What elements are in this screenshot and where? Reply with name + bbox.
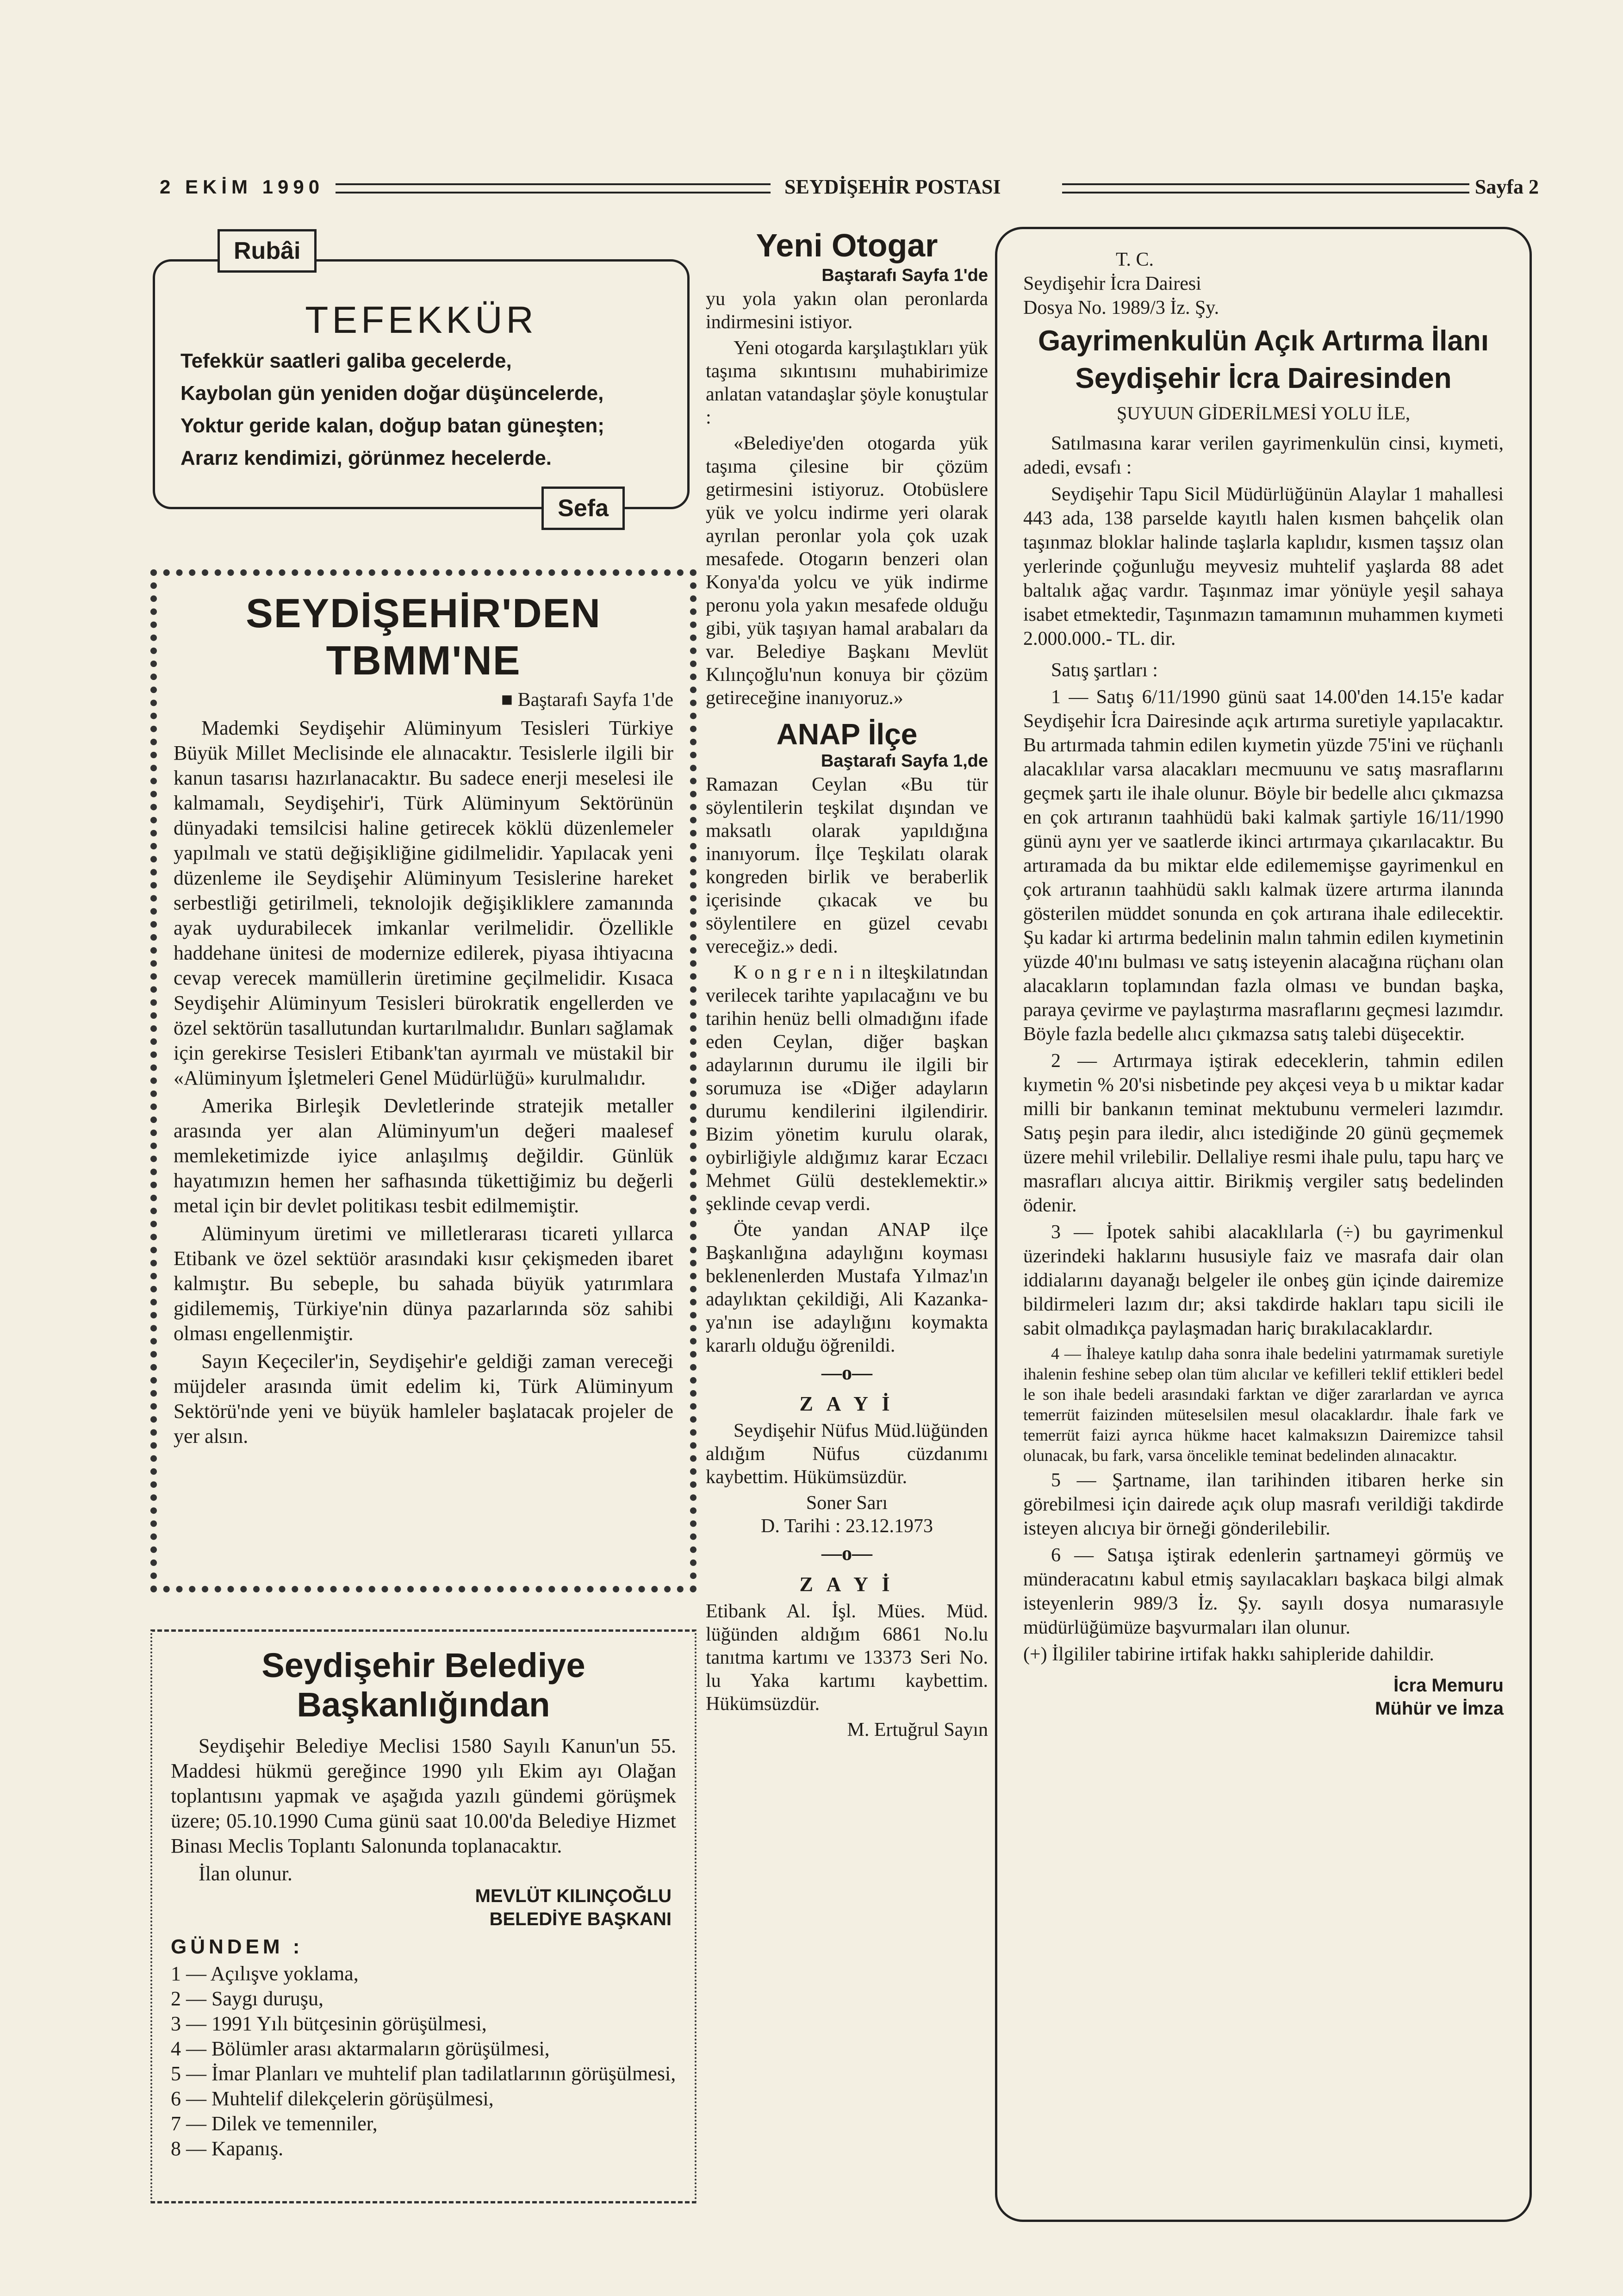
tbmm-title: SEYDİŞEHİR'DEN TBMM'NE	[246, 590, 601, 683]
anap-title: ANAP İlçe	[776, 718, 918, 751]
agenda-title: GÜNDEM :	[171, 1935, 304, 1958]
icra-title: Gayrimenkulün Açık Artırma İlanı	[1038, 325, 1489, 357]
header-rule-left	[336, 183, 771, 193]
icra-intro: Satılmasına karar verilen gayrimenkulün cinsi, kıymeti, adedi, evsafı :	[1023, 433, 1504, 478]
agenda-item: 8 — Kapanış.	[171, 2137, 284, 2160]
issue-date: 2 EKİM 1990	[160, 176, 324, 198]
rubai-box	[153, 237, 690, 522]
rubai-line: Yoktur geride kalan, doğup batan güneşten;	[180, 414, 604, 437]
belediye-closing: İlan olunur.	[199, 1862, 292, 1885]
tbmm-continued-text: Baştarafı Sayfa 1'de	[517, 689, 673, 711]
belediye-body: Seydişehir Belediye Meclisi 1580 Sayılı Kanun'un 55. Maddesi hükmü gereğince 1990 yılı Ekim ayı Olağan toplantısını yapmak ve aşağıda yazılı gündemi görüşmek üzere; 05.10.1990 Cuma günü saat 10.00'da Belediye Hizmet Binası Meclis Toplantı Salonunda toplanacaktır.	[171, 1734, 676, 1857]
tbmm-paragraph: Mademki Seydişehir Alüminyum Tesisleri Türkiye Büyük Millet Meclisinde ele alınacaktır. Tesislerle ilgili bir kanun tasarısı hazırlanacaktır. Bu sadece enerji meselesi ile kalmamalı, Seydişehir'i, Türk Alüminyum Sektörünün dünyadaki temsilcisi haline getirecek köklü düzenlemeler yapılmalı ve statü değişikliğine gidilmelidir. Yapılacak yeni düzenleme ile Seydişehir Alüminyum Tesislerine hareket serbestliği getirilmeli, teknolojik değişikliklere zamanında ayak uydurabilecek imkanlar verilmelidir. Özellikle haddehane ünitesi de modernize edilerek, piyasa ihtiyacına cevap verecek mamüllerin üretimine geçilmelidir. Kısaca Seydişehir Alüminyum Tesisleri bürokratik engellerden ve özel sektörün tasallutundan kurtarılmalıdır. Bunları sağlamak için gerekirse Tesisleri Etibank'tan ayırmalı ve müstakil bir «Alüminyum İşletmeleri Genel Müdürlüğü» kurulmalıdır.	[174, 717, 673, 1089]
page-header	[160, 171, 1539, 204]
icra-subhead: ŞUYUUN GİDERİLMESİ YOLU İLE,	[1116, 403, 1410, 424]
otogar-paragraph: Yeni otogarda karşılaştıkları yük taşıma sıkıntısını muhabirimize anlatan vatandaşlar şöyle konuştular :	[706, 337, 988, 428]
agenda-item: 2 — Saygı duruşu,	[171, 1987, 323, 2010]
icra-desc: Seydişehir Tapu Sicil Müdürlüğünün Alaylar 1 mahallesi 443 ada, 138 parselde kayıtlı halen kısmen bahçelik olan taşınmaz bloklar halinde taşlarla kaplıdır, kısmen taşsız olan yerlerinde çoğunluğu meyvesiz muhtelif yaşlarda 88 adet baltalık ağaç vardır. Taşınmaz imar yönüyle yeşil sahaya isabet etmektedir, Taşınmazın tamamının muhammen kıymeti 2.000.000.- TL. dir.	[1023, 484, 1504, 649]
otogar-title: Yeni Otogar	[756, 227, 938, 263]
otogar-continued: Baştarafı Sayfa 1'de	[821, 266, 988, 285]
zayi-title: Z A Y İ	[799, 1392, 895, 1415]
icra-subtitle: Seydişehir İcra Dairesinden	[1075, 362, 1452, 394]
anap-paragraph: Öte yandan ANAP ilçe Başkanlığına adaylığını koyması beklenenlerden Mustafa Yılmaz'ın adaylıktan çekildiği, Ali Kazanka-ya'nın ise adaylığını koymakta kararlı olduğu öğrenildi.	[706, 1219, 988, 1356]
zayi-dob: D. Tarihi : 23.12.1973	[761, 1516, 933, 1537]
rubai-line: Tefekkür saatleri galiba gecelerde,	[180, 349, 512, 372]
tbmm-paragraph: Alüminyum üretimi ve milletlerarası ticareti yıllarca Etibank ve özel sektüör arasındaki kısır çekişmeden ibaret kalmıştır. Bu sebeple, bu sahada büyük yatırımlara gidilememiş, Türkiye'nin dünya pazarlarında söz sahibi olması engellenmiştir.	[174, 1222, 673, 1345]
agenda-item: 1 — Açılışve yoklama,	[171, 1962, 359, 1985]
icra-tc: T. C.	[1116, 249, 1154, 270]
separator: —o—	[821, 1361, 872, 1384]
belediye-title: Seydişehir Belediye Başkanlığından	[261, 1646, 585, 1724]
icra-term: 1 — Satış 6/11/1990 günü saat 14.00'den 14.15'e kadar Seydişehir İcra Dairesinde açık artırma suretiyle yapılacaktır. Bu artırmada tahmin edilen kıymetin yüzde 75'ini ve rüçhanlı alacaklılar varsa alacakları mecmuunu ve satış masraflarını geçmek şartı ile ihale olunur. Böyle bir bedelle alıcı çıkmazsa en çok artıranın taahhüdü baki kalmak şartiyle 16/11/1990 günü aynı yer ve saatlerde ikinci artırmaya çıkarılacaktır. Bu artıramada da bu miktar elde edilememişse gayrimenkul en çok artıranın taahhüdü saklı kalmak üzere artırma ilanında gösterilen müddet sonunda en çok artırana ihale edilecektir. Şu kadar ki artırma bedelinin malın tahmin edilen kıymetinin yüzde 40'ını bulması ve satış isteyenin alacağına rüçhanı olan alacakların toplamından fazla olması ve bundan başka, paraya çevirme ve paylaştırma masraflarını geçmesi lazımdır. Böyle fazla bedelle alıcı çıkmazsa satış talebi düşecektir.	[1023, 686, 1504, 1045]
zayi-name: Soner Sarı	[806, 1492, 888, 1514]
belediye-signer: MEVLÜT KILINÇOĞLU	[475, 1886, 672, 1906]
rubai-line: Kaybolan gün yeniden doğar düşüncelerde,	[180, 382, 604, 405]
tbmm-continued: ■ Baştarafı Sayfa 1'de	[501, 689, 673, 711]
icra-signature	[1023, 1674, 1504, 1720]
icra-sign-2: Mühür ve İmza	[1375, 1698, 1504, 1719]
zayi-body: Seydişehir Nüfus Müd.lüğünden aldığım Nüfus cüzdanımı kaybettim. Hükümsüzdür.	[706, 1420, 988, 1488]
agenda-item: 5 — İmar Planları ve muhtelif plan tadilatlarının görüşülmesi,	[171, 2062, 676, 2085]
page-number: Sayfa 2	[1474, 175, 1539, 198]
icra-terms-title: Satış şartları :	[1051, 660, 1158, 681]
rubai-signature: Sefa	[541, 487, 625, 530]
anap-paragraph: K o n g r e n i n ilteşkilatından verilecek tarihte yapılacağını ve bu tarihin henüz belli olmadığını ifade eden Ceylan, diğer başkan adaylarının durumu ile ilgili bir sorumuza ise «Diğer adayların durumu kendilerini ilgilendirir. Bizim yönetim kurulu olarak, oybirliğiyle aldığımız karar Eczacı Mehmet Gülü desteklemektir.» şeklinde cevap verdi.	[706, 962, 988, 1215]
icra-term: 6 — Satışa iştirak edenlerin şartnameyi görmüş ve münderacatını kabul etmiş sayılacakları başkaca bilgi almak isteyenlerin 989/3 İz. Şy. sayılı dosya numarasıyle müdürlüğümüze başvurmaları ilan olunur.	[1023, 1545, 1504, 1638]
belediye-signer-title: BELEDİYE BAŞKANI	[489, 1909, 672, 1929]
zayi-name: M. Ertuğrul Sayın	[847, 1719, 988, 1741]
header-rule-right	[1062, 183, 1469, 193]
rubai-headline: TEFEKKÜR	[305, 299, 537, 341]
zayi-title: Z A Y İ	[799, 1573, 895, 1596]
anap-paragraph: Ramazan Ceylan «Bu tür söylentilerin teşkilat dışından ve maksatlı olarak yapıldığına inanıyorum. İlçe Teşkilatı olarak kongreden birlik ve beraberlik içerisinde çıkacak ve bu söylentilere en güzel cevabı vereceğiz.» dedi.	[706, 774, 988, 957]
agenda-item: 7 — Dilek ve temenniler,	[171, 2112, 378, 2135]
icra-office: Seydişehir İcra Dairesi	[1023, 273, 1201, 294]
belediye-signature	[171, 1884, 672, 1931]
agenda-item: 4 — Bölümler arası aktarmaların görüşülmesi,	[171, 2037, 550, 2060]
separator: —o—	[821, 1542, 872, 1565]
icra-term-4: 4 — İhaleye katılıp daha sonra ihale bedelini yatırmamak suretiyle ihalenin feshine sebep olan tüm alıcılar ve kefilleri teklif ettikleri bedel le son ihale bedeli arasındaki farktan ve diğer zararlardan ve ayrıca temerrüt faizinden müteselsilen mesul olacaklardır. İhale fark ve temerrüt faizi ayrıca hükme hacet kalmaksızın Dairemizce tahsil olunacak, bu fark, varsa öncelikle teminat bedelinden alınacaktır.	[1023, 1344, 1504, 1465]
tbmm-article	[150, 569, 696, 1592]
icra-term: 3 — İpotek sahibi alacaklılarla (÷) bu gayrimenkul üzerindeki haklarını hususiyle faiz ve masrafa dair olan iddialarını dayanağı belgeler ile onbeş gün içinde dairemize bildirmeleri lazım dır; aksi takdirde hakları tapu sicili ile sabit olmadıkça paylaşmadan hariç bırakılacaklardır.	[1023, 1222, 1504, 1339]
icra-term: 2 — Artırmaya iştirak edeceklerin, tahmin edilen kıymetin % 20'si nisbetinde pey akçesi veya b u miktar kadar milli bir bankanın teminat mektubunu vermeleri lazımdır. Satış peşin para iledir, alıcı istediğinde 20 günü geçmemek üzere mehil vrilebilir. Dellaliye resmi ihale pulu, tapu harç ve masrafları alıcıya aittir. Birikmiş vergiler satış bedelinden ödenir.	[1023, 1050, 1504, 1216]
rubai-lines	[180, 345, 669, 474]
icra-term: 5 — Şartname, ilan tarihinden itibaren herke sin görebilmesi için dairede açık olup masrafı verildiği takdirde isteyen alıcıya bir örneği gönderilebilir.	[1023, 1470, 1504, 1539]
zayi-body: Etibank Al. İşl. Mües. Müd. lüğünden aldığım 6861 No.lu tanıtma kartımı ve 13373 Seri No. lu Yaka kartımı kaybettim. Hükümsüzdür.	[706, 1601, 988, 1715]
icra-file: Dosya No. 1989/3 İz. Şy.	[1023, 297, 1219, 318]
icra-sign-1: İcra Memuru	[1393, 1675, 1504, 1696]
rubai-line: Ararız kendimizi, görünmez hecelerde.	[180, 447, 552, 469]
newspaper-title: SEYDİŞEHİR POSTASI	[784, 175, 1001, 198]
agenda-item: 6 — Muhtelif dilekçelerin görüşülmesi,	[171, 2087, 494, 2110]
rubai-tag: Rubâi	[218, 229, 317, 273]
otogar-paragraph: «Belediye'den otogarda yük taşıma çilesine bir çözüm getirmesini istiyoruz. Otobüslere yük ve yolcu indirme yeri olarak ayrılan peronlar yola çok uzak mesafede. Otogarın benzeri olan Konya'da yolcu ve yük indirme peronu yola yakın mesafede olduğu gibi, yük taşıyan hamal arabaları da var. Belediye Başkanı Mevlüt Kılınçoğlu'nun konuya bir çözüm getireceğine inanıyoruz.»	[706, 433, 988, 709]
middle-column	[706, 227, 988, 1741]
tbmm-paragraph: Sayın Keçeciler'in, Seydişehir'e geldiği zaman vereceği müjdeler arasında ümit edelim ki, Türk Alüminyum Sektörü'nde yeni ve büyük hamleler başlatacak projeler de yer alsın.	[174, 1350, 673, 1447]
icra-notice	[995, 227, 1532, 2222]
agenda-item: 3 — 1991 Yılı bütçesinin görüşülmesi,	[171, 2012, 487, 2035]
icra-note: (+) İlgililer tabirine irtifak hakkı sahipleride dahildir.	[1023, 1644, 1434, 1665]
belediye-notice	[150, 1629, 696, 2203]
anap-continued: Baştarafı Sayfa 1,de	[821, 751, 988, 771]
otogar-paragraph: yu yola yakın olan peronlarda indirmesini istiyor.	[706, 288, 988, 333]
tbmm-paragraph: Amerika Birleşik Devletlerinde stratejik metaller arasında yer alan Alüminyum'un değeri maalesef memleketimizde iyice anlaşılmış değildir. Günlük hayatımızın hemen her safhasında tükettiğimiz bu değerli metal için bir devlet politikası tesbit edilmemiştir.	[174, 1094, 673, 1217]
